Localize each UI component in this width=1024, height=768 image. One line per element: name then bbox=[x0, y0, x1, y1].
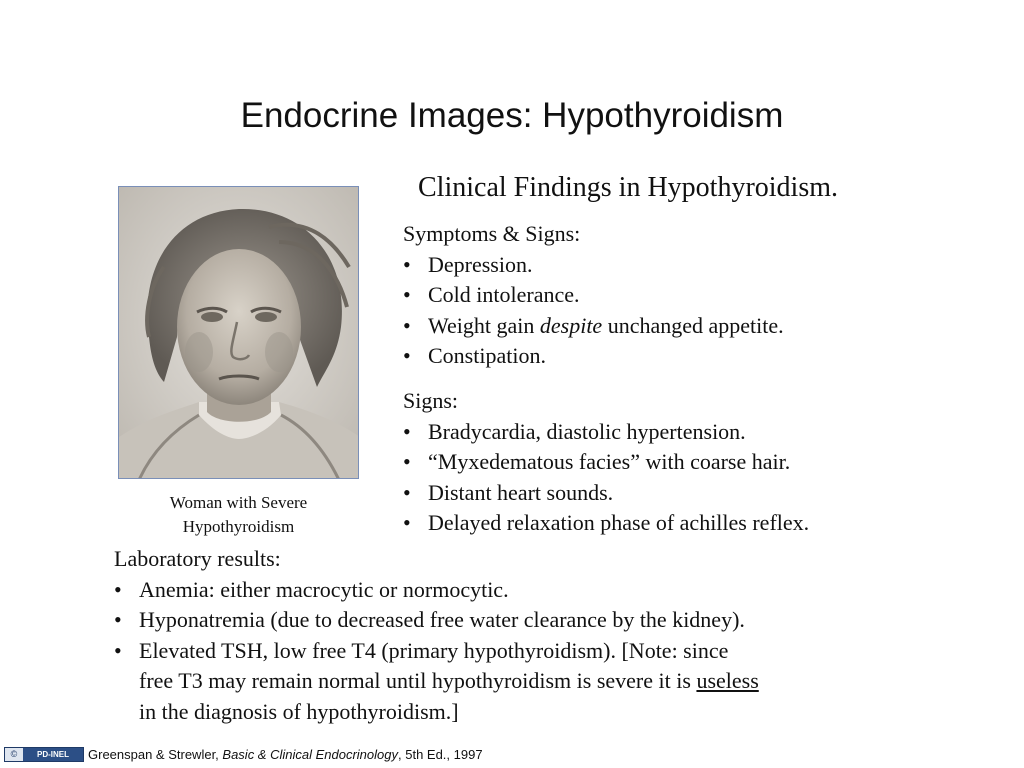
lab-item-continuation: in the diagnosis of hypothyroidism.] bbox=[139, 698, 459, 724]
clinical-findings-heading: Clinical Findings in Hypothyroidism. bbox=[418, 172, 839, 203]
slide-title: Endocrine Images: Hypothyroidism bbox=[240, 96, 784, 135]
symptom-item: • Weight gain despite unchanged appetite. bbox=[403, 311, 784, 342]
symptoms-signs-section bbox=[403, 219, 784, 372]
laboratory-section bbox=[114, 544, 759, 727]
signs-heading: Signs: bbox=[403, 388, 459, 413]
symptom-item: • Cold intolerance. bbox=[403, 280, 784, 311]
signs-section bbox=[403, 386, 809, 539]
photo-caption bbox=[118, 491, 359, 539]
cc-icon: © bbox=[5, 748, 23, 761]
symptom-item: • Depression. bbox=[403, 250, 784, 281]
sign-item: • Bradycardia, diastolic hypertension. bbox=[403, 417, 809, 448]
patient-photo bbox=[118, 186, 359, 479]
license-badge[interactable] bbox=[4, 747, 84, 762]
symptom-item: • Constipation. bbox=[403, 341, 784, 372]
patient-photo-illustration bbox=[119, 187, 359, 479]
lab-item: • Hyponatremia (due to decreased free water clearance by the kidney). bbox=[114, 605, 759, 636]
sign-item: • “Myxedematous facies” with coarse hair. bbox=[403, 447, 809, 478]
lab-item: • Anemia: either macrocytic or normocytic. bbox=[114, 575, 759, 606]
sign-item: • Delayed relaxation phase of achilles reflex. bbox=[403, 508, 809, 539]
license-badge-label: PD-INEL bbox=[23, 748, 83, 761]
emphasis-despite: despite bbox=[539, 312, 603, 338]
underlined-useless: useless bbox=[696, 668, 759, 693]
laboratory-heading: Laboratory results: bbox=[114, 546, 281, 571]
symptoms-signs-heading: Symptoms & Signs: bbox=[403, 221, 581, 246]
photo-caption-line: Woman with Severe bbox=[169, 493, 308, 512]
photo-caption-line: Hypothyroidism bbox=[182, 517, 295, 536]
source-reference: Greenspan & Strewler, Basic & Clinical Endocrinology, 5th Ed., 1997 bbox=[88, 747, 483, 762]
book-title: Basic & Clinical Endocrinology bbox=[222, 747, 398, 762]
lab-item: • Elevated TSH, low free T4 (primary hypothyroidism). [Note: since bbox=[114, 636, 759, 667]
slide-footer bbox=[0, 746, 1024, 764]
lab-item-continuation: free T3 may remain normal until hypothyroidism is severe it is useless bbox=[139, 668, 759, 693]
sign-item: • Distant heart sounds. bbox=[403, 478, 809, 509]
